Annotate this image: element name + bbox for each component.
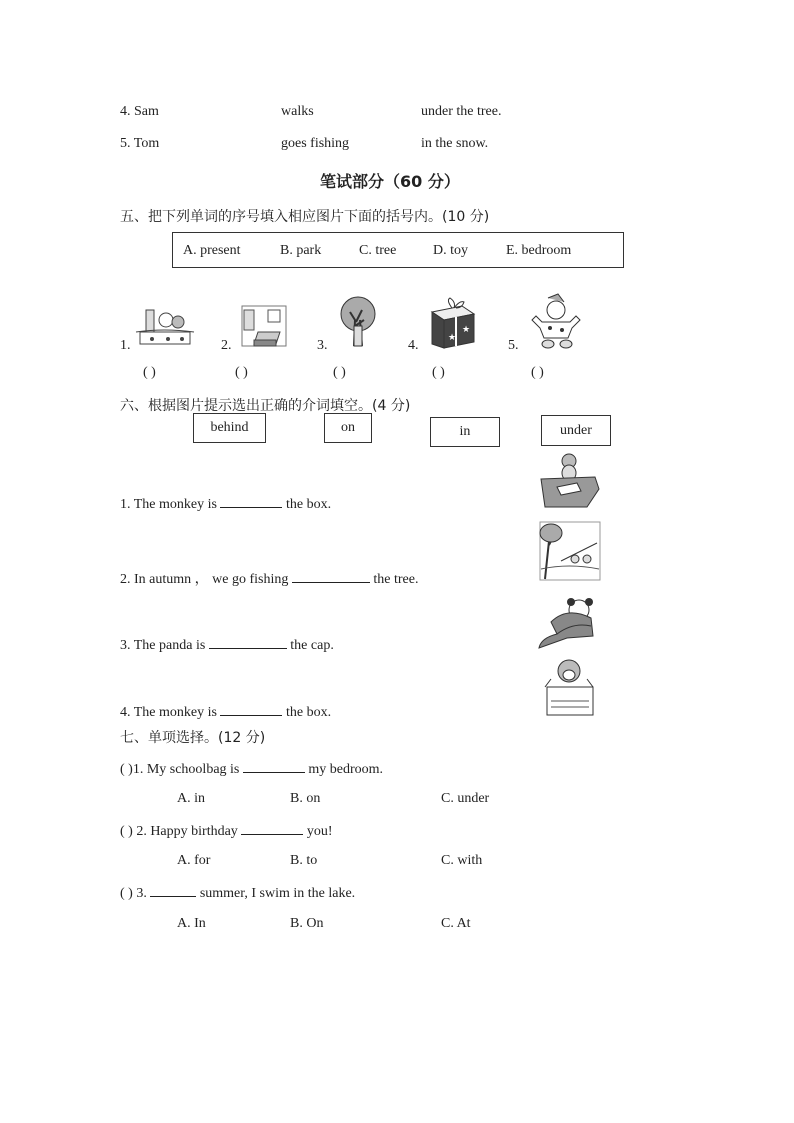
- s7-q3-opt-a: A. In: [177, 916, 206, 931]
- s7-q2: [120, 822, 332, 840]
- option-on: on: [324, 413, 372, 443]
- pic-number-4: 4.: [408, 338, 419, 353]
- word-d: D. toy: [433, 243, 468, 258]
- present-picture: [428, 300, 476, 348]
- panda-behind-cap-picture: [537, 598, 601, 650]
- svg-text:★: ★: [448, 332, 457, 342]
- s7-q1-blank[interactable]: [243, 760, 305, 773]
- monkey-in-box-picture: [541, 657, 599, 719]
- s6-q1-text-a: 1. The monkey is: [120, 497, 217, 512]
- section6-heading: 六、根据图片提示选出正确的介词填空。(4 分): [120, 398, 411, 414]
- match-action-4: walks: [281, 104, 314, 119]
- monkey-on-box-picture: [537, 449, 603, 511]
- match-name-5: 5. Tom: [120, 136, 160, 151]
- s6-q2-text-b: the tree.: [373, 572, 419, 587]
- s7-q2-opt-b: B. to: [290, 853, 318, 868]
- s7-q2-opt-c: C. with: [441, 853, 483, 868]
- s7-q3-blank[interactable]: [150, 884, 196, 897]
- written-part-title: 笔试部分（60 分）: [320, 172, 460, 191]
- s7-q3-opt-c: C. At: [441, 916, 471, 931]
- word-e: E. bedroom: [506, 243, 572, 258]
- toy-clown-picture: [528, 294, 584, 350]
- s7-q1-opt-b: B. on: [290, 791, 321, 806]
- section5-heading: 五、把下列单词的序号填入相应图片下面的括号内。(10 分): [120, 209, 490, 225]
- s6-q4-text-a: 4. The monkey is: [120, 705, 217, 720]
- s6-q3: [120, 636, 334, 654]
- s6-q4-text-b: the box.: [285, 705, 332, 720]
- s6-q3-text-a: 3. The panda is: [120, 638, 206, 653]
- s6-q2-blank[interactable]: [292, 570, 370, 583]
- s7-q2-opt-a: A. for: [177, 853, 211, 868]
- fishing-tree-picture: [539, 521, 601, 581]
- match-name-4: 4. Sam: [120, 104, 159, 119]
- pic-number-1: 1.: [120, 338, 131, 353]
- pic-number-5: 5.: [508, 338, 519, 353]
- answer-bracket-4[interactable]: ( ): [432, 365, 445, 380]
- s6-q1: [120, 495, 331, 513]
- s7-q3-opt-b: B. On: [290, 916, 324, 931]
- s7-q3-text-a: ( ) 3.: [120, 886, 147, 901]
- s6-q1-blank[interactable]: [220, 495, 282, 508]
- bedroom-picture: [240, 304, 288, 348]
- s7-q1-text-a: ( )1. My schoolbag is: [120, 762, 240, 777]
- s6-q2-text-a: 2. In autumn ， we go fishing: [120, 572, 289, 587]
- s7-q3-text-b: summer, I swim in the lake.: [199, 886, 356, 901]
- s6-q3-text-b: the cap.: [290, 638, 334, 653]
- s7-q3: [120, 884, 355, 902]
- option-in: in: [430, 417, 500, 447]
- s6-q2: [120, 568, 418, 588]
- option-behind: behind: [193, 413, 266, 443]
- pic-number-2: 2.: [221, 338, 232, 353]
- option-under: under: [541, 415, 611, 446]
- s7-q2-text-b: you!: [306, 824, 333, 839]
- s6-q3-blank[interactable]: [209, 636, 287, 649]
- match-place-5: in the snow.: [421, 136, 489, 151]
- answer-bracket-5[interactable]: ( ): [531, 365, 544, 380]
- s7-q1-opt-a: A. in: [177, 791, 205, 806]
- answer-bracket-1[interactable]: ( ): [143, 365, 156, 380]
- park-picture: [136, 302, 194, 348]
- s7-q1-opt-c: C. under: [441, 791, 490, 806]
- pic-number-3: 3.: [317, 338, 328, 353]
- word-a: A. present: [183, 243, 241, 258]
- match-place-4: under the tree.: [421, 104, 502, 119]
- word-b: B. park: [280, 243, 322, 258]
- s7-q2-blank[interactable]: [241, 822, 303, 835]
- svg-text:★: ★: [462, 324, 471, 334]
- s6-q4-blank[interactable]: [220, 703, 282, 716]
- match-action-5: goes fishing: [281, 136, 350, 151]
- s6-q1-text-b: the box.: [285, 497, 332, 512]
- s7-q1-text-b: my bedroom.: [308, 762, 384, 777]
- word-c: C. tree: [359, 243, 397, 258]
- s6-q4: [120, 703, 331, 721]
- tree-picture: [336, 296, 380, 348]
- s7-q1: [120, 760, 383, 778]
- answer-bracket-3[interactable]: ( ): [333, 365, 346, 380]
- answer-bracket-2[interactable]: ( ): [235, 365, 248, 380]
- word-bank-box: [172, 232, 624, 268]
- s7-q2-text-a: ( ) 2. Happy birthday: [120, 824, 238, 839]
- section7-heading: 七、单项选择。(12 分): [120, 730, 266, 746]
